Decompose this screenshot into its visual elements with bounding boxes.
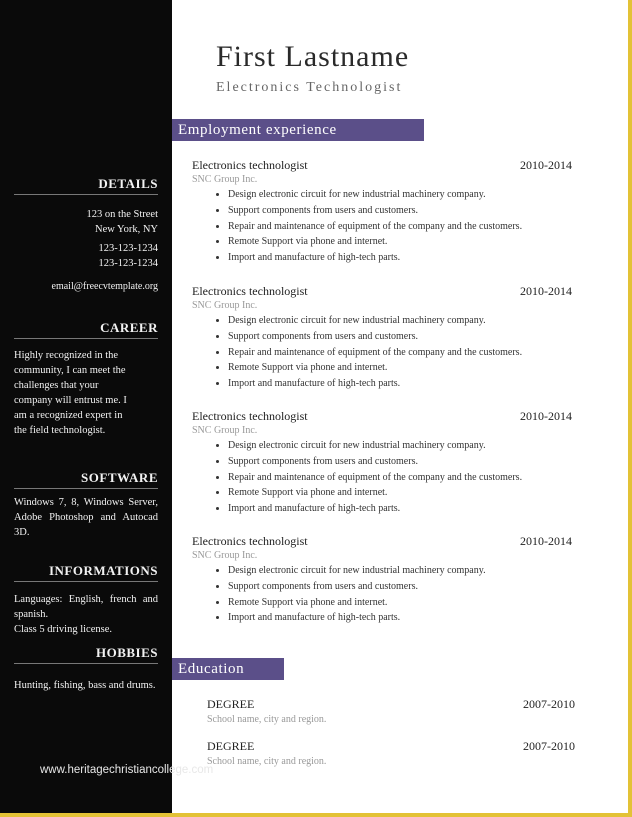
informations-section (14, 563, 158, 637)
education-entry (207, 739, 575, 767)
degree-name: DEGREE (207, 697, 255, 711)
duty-item: • Remote Support via phone and internet. (228, 595, 572, 611)
job-company: SNC Group Inc. (192, 300, 258, 311)
job-duties (192, 187, 572, 266)
phone-2: 123-123-1234 (98, 258, 158, 269)
duty-item: • Support components from users and customers. (228, 579, 572, 595)
job-entry (192, 409, 572, 517)
job-years: 2010-2014 (520, 158, 572, 172)
job-title-text: Electronics technologist (192, 284, 308, 298)
duty-item: • Design electronic circuit for new industrial machinery company. (228, 313, 572, 329)
education-entry (207, 697, 575, 725)
school-name: School name, city and region. (207, 714, 327, 725)
address-line1: 123 on the Street (86, 209, 158, 220)
job-entry (192, 284, 572, 392)
informations-body (14, 592, 158, 637)
software-section (14, 470, 158, 540)
job-entry (192, 158, 572, 266)
duty-item: • Support components from users and customers. (228, 454, 572, 470)
duty-item: • Support components from users and customers. (228, 203, 572, 219)
job-duties (192, 438, 572, 517)
duty-item: • Support components from users and customers. (228, 329, 572, 345)
software-heading: SOFTWARE (14, 470, 158, 489)
license-line: Class 5 driving license. (14, 624, 112, 635)
education-heading: Education (172, 658, 284, 680)
hobbies-text: Hunting, fishing, bass and drums. (14, 680, 156, 691)
duty-item: • Design electronic circuit for new industrial machinery company. (228, 563, 572, 579)
degree-years: 2007-2010 (523, 739, 575, 753)
career-text: Highly recognized in the community, I can meet the challenges that your company will entrust me. I am a recognized expert in the field technologist. (14, 350, 127, 436)
job-title-text: Electronics technologist (192, 158, 308, 172)
details-body (14, 207, 158, 294)
duty-item: • Repair and maintenance of equipment of the company and the customers. (228, 470, 572, 486)
job-company: SNC Group Inc. (192, 174, 258, 185)
watermark: www.heritagechristiancollege.com (40, 764, 214, 776)
person-name: First Lastname (216, 40, 410, 73)
school-name: School name, city and region. (207, 756, 327, 767)
job-title-text: Electronics technologist (192, 409, 308, 423)
job-years: 2010-2014 (520, 284, 572, 298)
degree-years: 2007-2010 (523, 697, 575, 711)
languages-line: Languages: English, french and spanish. (14, 594, 158, 620)
duty-item: • Design electronic circuit for new industrial machinery company. (228, 438, 572, 454)
hobbies-heading: HOBBIES (14, 645, 158, 664)
details-heading: DETAILS (14, 176, 158, 195)
duty-item: • Remote Support via phone and internet. (228, 485, 572, 501)
duty-item: • Import and manufacture of high-tech parts. (228, 376, 572, 392)
career-heading: CAREER (14, 320, 158, 339)
job-company: SNC Group Inc. (192, 425, 258, 436)
duty-item: • Repair and maintenance of equipment of the company and the customers. (228, 219, 572, 235)
software-text: Windows 7, 8, Windows Server, Adobe Photoshop and Autocad 3D. (14, 497, 158, 538)
employment-heading: Employment experience (172, 119, 424, 141)
job-years: 2010-2014 (520, 409, 572, 423)
duty-item: • Remote Support via phone and internet. (228, 234, 572, 250)
address-line2: New York, NY (94, 224, 158, 235)
job-title-text: Electronics technologist (192, 534, 308, 548)
job-duties (192, 563, 572, 626)
duty-item: • Import and manufacture of high-tech parts. (228, 501, 572, 517)
duty-item: • Design electronic circuit for new industrial machinery company. (228, 187, 572, 203)
job-duties (192, 313, 572, 392)
job-entry (192, 534, 572, 626)
email-link[interactable]: email@freecvtemplate.org (51, 281, 158, 292)
duty-item: • Import and manufacture of high-tech parts. (228, 250, 572, 266)
duty-item: • Repair and maintenance of equipment of the company and the customers. (228, 345, 572, 361)
phone-1: 123-123-1234 (98, 243, 158, 254)
details-section (14, 176, 158, 294)
degree-name: DEGREE (207, 739, 255, 753)
job-years: 2010-2014 (520, 534, 572, 548)
job-company: SNC Group Inc. (192, 550, 258, 561)
sidebar (0, 0, 172, 813)
job-title: Electronics Technologist (216, 80, 403, 95)
career-section (14, 320, 158, 438)
duty-item: • Remote Support via phone and internet. (228, 360, 572, 376)
informations-heading: INFORMATIONS (14, 563, 158, 582)
duty-item: • Import and manufacture of high-tech parts. (228, 610, 572, 626)
hobbies-section (14, 645, 158, 693)
